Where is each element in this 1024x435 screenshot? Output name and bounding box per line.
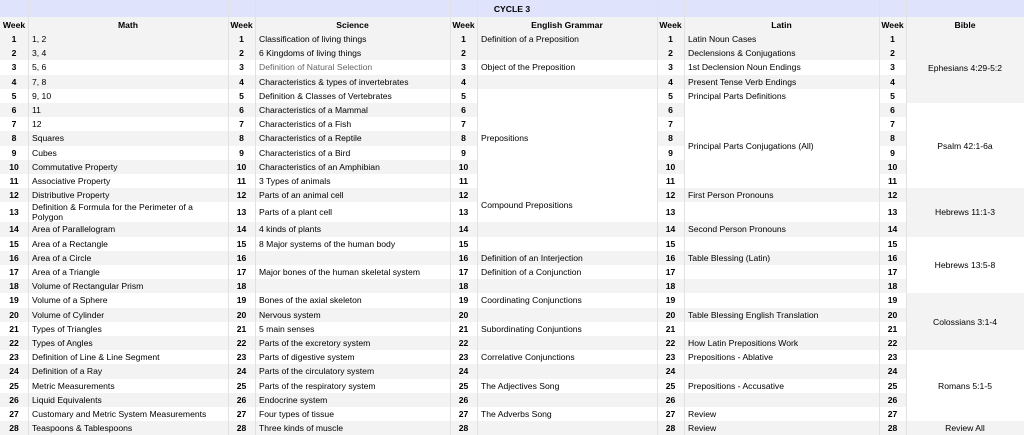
english-grammar-cell[interactable]: Definition of a Conjunction — [481, 267, 582, 278]
week-number[interactable]: 27 — [887, 409, 898, 420]
week-number[interactable]: 7 — [668, 119, 673, 130]
latin-cell[interactable]: Declensions & Conjugations — [688, 48, 796, 59]
bible-cell[interactable]: Review All — [945, 423, 985, 434]
week-number[interactable]: 15 — [887, 238, 898, 249]
week-number[interactable]: 19 — [236, 295, 247, 306]
week-number[interactable]: 20 — [458, 309, 469, 320]
english-grammar-cell[interactable]: Definition of a Preposition — [481, 34, 579, 45]
science-cell[interactable]: Characteristics of a Mammal — [259, 105, 368, 116]
math-cell[interactable]: Volume of a Sphere — [32, 295, 108, 306]
week-number[interactable]: 5 — [890, 90, 895, 101]
math-cell[interactable]: 1, 2 — [32, 34, 47, 45]
week-number[interactable]: 28 — [458, 423, 469, 434]
latin-cell[interactable] — [684, 265, 879, 279]
week-number[interactable]: 16 — [9, 252, 19, 263]
latin-cell[interactable] — [684, 322, 879, 336]
week-number[interactable]: 18 — [458, 281, 469, 292]
latin-cell[interactable] — [684, 364, 879, 378]
week-number[interactable]: 17 — [665, 267, 676, 278]
week-number[interactable]: 22 — [236, 338, 247, 349]
week-number[interactable]: 25 — [9, 380, 19, 391]
bible-cell[interactable]: Psalm 42:1-6a — [937, 140, 993, 151]
week-number[interactable]: 2 — [11, 48, 17, 59]
week-number[interactable]: 23 — [9, 352, 19, 363]
science-cell[interactable]: Endocrine system — [259, 394, 328, 405]
week-number[interactable]: 26 — [665, 394, 676, 405]
math-cell[interactable]: Commutative Property — [32, 161, 118, 172]
week-number[interactable]: 12 — [665, 190, 676, 201]
week-number[interactable]: 22 — [887, 338, 898, 349]
column-header[interactable]: Week — [881, 19, 904, 30]
bible-cell[interactable]: Romans 5:1-5 — [938, 380, 992, 391]
science-cell[interactable]: 6 Kingdoms of living things — [259, 48, 362, 59]
week-number[interactable]: 1 — [461, 34, 466, 45]
math-cell[interactable]: Teaspoons & Tablespoons — [32, 423, 133, 434]
week-number[interactable]: 17 — [9, 267, 19, 278]
week-number[interactable]: 8 — [461, 133, 466, 144]
week-number[interactable]: 11 — [236, 176, 247, 187]
bible-cell[interactable]: Hebrews 13:5-8 — [934, 259, 996, 270]
english-grammar-cell[interactable]: Prepositions — [481, 133, 529, 144]
science-cell[interactable]: Characteristics & types of invertebrates — [259, 76, 409, 87]
science-cell[interactable]: Characteristics of a Fish — [259, 119, 352, 130]
week-number[interactable]: 10 — [9, 161, 19, 172]
latin-cell[interactable]: Review — [688, 409, 717, 420]
week-number[interactable]: 22 — [9, 338, 19, 349]
week-number[interactable]: 9 — [668, 147, 673, 158]
latin-cell[interactable]: Principal Parts Definitions — [688, 90, 786, 101]
week-number[interactable]: 6 — [461, 105, 466, 116]
week-number[interactable]: 9 — [890, 147, 895, 158]
math-cell[interactable]: 7, 8 — [32, 76, 47, 87]
science-cell[interactable]: Bones of the axial skeleton — [259, 295, 362, 306]
week-number[interactable]: 12 — [9, 190, 19, 201]
science-cell[interactable] — [255, 251, 450, 265]
science-cell[interactable]: Parts of digestive system — [259, 352, 355, 363]
english-grammar-cell[interactable]: The Adjectives Song — [481, 380, 560, 391]
science-cell[interactable]: 8 Major systems of the human body — [259, 238, 396, 249]
math-cell[interactable]: Area of a Circle — [32, 252, 92, 263]
math-cell[interactable]: Definition & Formula for the Perimeter of a Polygon — [32, 202, 193, 223]
science-cell[interactable]: Classification of living things — [259, 34, 367, 45]
latin-merged-cell[interactable]: Principal Parts Conjugations (All) — [688, 140, 814, 151]
week-number[interactable]: 24 — [9, 366, 19, 377]
week-number[interactable]: 15 — [236, 238, 247, 249]
week-number[interactable]: 9 — [461, 147, 466, 158]
science-cell[interactable]: Parts of the respiratory system — [259, 380, 376, 391]
latin-cell[interactable]: Present Tense Verb Endings — [688, 76, 797, 87]
week-number[interactable]: 11 — [9, 176, 19, 187]
cycle-title[interactable]: CYCLE 3 — [493, 3, 531, 14]
week-number[interactable]: 10 — [458, 161, 469, 172]
latin-cell[interactable]: Table Blessing English Translation — [688, 309, 819, 320]
week-number[interactable]: 13 — [887, 207, 898, 218]
math-cell[interactable]: 3, 4 — [32, 48, 47, 59]
week-number[interactable]: 18 — [236, 281, 247, 292]
week-number[interactable]: 1 — [890, 34, 895, 45]
week-number[interactable]: 20 — [236, 309, 247, 320]
week-number[interactable]: 27 — [236, 409, 247, 420]
week-number[interactable]: 1 — [668, 34, 673, 45]
week-number[interactable]: 19 — [9, 295, 19, 306]
english-grammar-cell[interactable]: The Adverbs Song — [481, 409, 552, 420]
week-number[interactable]: 21 — [458, 323, 469, 334]
column-header[interactable]: Bible — [954, 19, 976, 30]
latin-cell[interactable]: 1st Declension Noun Endings — [688, 62, 801, 73]
week-number[interactable]: 23 — [236, 352, 247, 363]
week-number[interactable]: 24 — [458, 366, 469, 377]
week-number[interactable]: 14 — [665, 224, 676, 235]
week-number[interactable]: 9 — [239, 147, 244, 158]
week-number[interactable]: 6 — [890, 105, 895, 116]
week-number[interactable]: 25 — [665, 380, 676, 391]
week-number[interactable]: 3 — [890, 62, 895, 73]
week-number[interactable]: 24 — [665, 366, 676, 377]
week-number[interactable]: 7 — [239, 119, 244, 130]
math-cell[interactable]: Area of a Rectangle — [32, 238, 108, 249]
science-cell[interactable]: Definition & Classes of Vertebrates — [259, 90, 392, 101]
week-number[interactable]: 18 — [9, 281, 19, 292]
week-number[interactable]: 28 — [9, 423, 19, 434]
latin-cell[interactable]: Second Person Pronouns — [688, 224, 786, 235]
week-number[interactable]: 27 — [9, 409, 19, 420]
week-number[interactable]: 18 — [665, 281, 676, 292]
week-number[interactable]: 24 — [887, 366, 898, 377]
week-number[interactable]: 7 — [890, 119, 895, 130]
column-header[interactable]: Week — [2, 19, 26, 30]
latin-cell[interactable]: Prepositions - Accusative — [688, 380, 785, 391]
week-number[interactable]: 5 — [461, 90, 466, 101]
week-number[interactable]: 14 — [236, 224, 247, 235]
week-number[interactable]: 8 — [668, 133, 673, 144]
week-number[interactable]: 20 — [9, 309, 19, 320]
science-cell[interactable]: Parts of the circulatory system — [259, 366, 375, 377]
math-cell[interactable]: Volume of Cylinder — [32, 309, 105, 320]
week-number[interactable]: 28 — [236, 423, 247, 434]
week-number[interactable]: 26 — [458, 394, 469, 405]
week-number[interactable]: 6 — [668, 105, 673, 116]
week-number[interactable]: 17 — [458, 267, 469, 278]
week-number[interactable]: 13 — [665, 207, 676, 218]
science-cell[interactable]: Definition of Natural Selection — [259, 62, 373, 73]
week-number[interactable]: 15 — [458, 238, 469, 249]
science-cell[interactable]: 3 Types of animals — [259, 176, 331, 187]
week-number[interactable]: 21 — [236, 323, 247, 334]
science-cell[interactable]: Parts of a plant cell — [259, 207, 333, 218]
week-number[interactable]: 23 — [887, 352, 898, 363]
latin-merged-cell[interactable]: Table Blessing (Latin) — [688, 252, 771, 263]
week-number[interactable]: 27 — [665, 409, 676, 420]
week-number[interactable]: 2 — [461, 48, 466, 59]
science-cell[interactable]: 4 kinds of plants — [259, 224, 322, 235]
week-number[interactable]: 10 — [887, 161, 898, 172]
week-number[interactable]: 6 — [11, 105, 17, 116]
science-cell[interactable]: Four types of tissue — [259, 409, 334, 420]
latin-cell[interactable]: How Latin Prepositions Work — [688, 338, 799, 349]
week-number[interactable]: 12 — [887, 190, 898, 201]
column-header[interactable]: Week — [452, 19, 475, 30]
week-number[interactable]: 19 — [665, 295, 676, 306]
english-grammar-cell[interactable]: Subordinating Conjuntions — [481, 323, 582, 334]
week-number[interactable]: 8 — [11, 133, 17, 144]
week-number[interactable]: 21 — [887, 323, 898, 334]
week-number[interactable]: 5 — [11, 90, 17, 101]
science-cell[interactable]: Nervous system — [259, 309, 321, 320]
week-number[interactable]: 24 — [236, 366, 247, 377]
week-number[interactable]: 22 — [458, 338, 469, 349]
week-number[interactable]: 11 — [665, 176, 676, 187]
math-cell[interactable]: Cubes — [32, 147, 57, 158]
week-number[interactable]: 6 — [239, 105, 244, 116]
week-number[interactable]: 23 — [458, 352, 469, 363]
week-number[interactable]: 5 — [668, 90, 673, 101]
english-grammar-cell[interactable]: Coordinating Conjunctions — [481, 295, 582, 306]
science-cell[interactable]: Parts of an animal cell — [259, 190, 344, 201]
week-number[interactable]: 13 — [458, 207, 469, 218]
week-number[interactable]: 13 — [9, 207, 19, 218]
science-cell[interactable]: Characteristics of a Bird — [259, 147, 351, 158]
math-cell[interactable]: 5, 6 — [32, 62, 47, 73]
week-number[interactable]: 17 — [236, 267, 247, 278]
english-grammar-cell[interactable]: Compound Prepositions — [481, 200, 573, 211]
week-number[interactable]: 27 — [458, 409, 469, 420]
week-number[interactable]: 19 — [887, 295, 898, 306]
math-cell[interactable]: Types of Triangles — [32, 323, 102, 334]
week-number[interactable]: 16 — [236, 252, 247, 263]
week-number[interactable]: 21 — [665, 323, 676, 334]
week-number[interactable]: 3 — [461, 62, 466, 73]
week-number[interactable]: 19 — [458, 295, 469, 306]
week-number[interactable]: 13 — [236, 207, 247, 218]
math-cell[interactable]: 11 — [32, 105, 41, 116]
latin-cell[interactable]: Review — [688, 423, 717, 434]
math-cell[interactable]: Area of Parallelogram — [32, 224, 116, 235]
latin-cell[interactable] — [684, 293, 879, 307]
week-number[interactable]: 16 — [458, 252, 469, 263]
week-number[interactable]: 25 — [458, 380, 469, 391]
week-number[interactable]: 2 — [890, 48, 895, 59]
week-number[interactable]: 4 — [239, 76, 244, 87]
week-number[interactable]: 3 — [11, 62, 17, 73]
week-number[interactable]: 16 — [665, 252, 676, 263]
science-cell[interactable]: Three kinds of muscle — [259, 423, 344, 434]
english-grammar-cell[interactable]: Definition of an Interjection — [481, 252, 583, 263]
science-cell[interactable] — [255, 279, 450, 293]
week-number[interactable]: 3 — [239, 62, 244, 73]
latin-cell[interactable]: Latin Noun Cases — [688, 34, 757, 45]
column-header[interactable]: Science — [336, 19, 369, 30]
bible-cell[interactable]: Colossians 3:1-4 — [932, 316, 997, 327]
week-number[interactable]: 8 — [890, 133, 895, 144]
week-number[interactable]: 25 — [887, 380, 898, 391]
math-cell[interactable]: Liquid Equivalents — [32, 394, 102, 405]
week-number[interactable]: 15 — [9, 238, 19, 249]
science-cell[interactable]: Parts of the excretory system — [259, 338, 371, 349]
week-number[interactable]: 11 — [887, 176, 898, 187]
latin-cell[interactable]: Prepositions - Ablative — [688, 352, 774, 363]
math-cell[interactable]: Types of Angles — [32, 338, 93, 349]
week-number[interactable]: 26 — [9, 394, 19, 405]
week-number[interactable]: 26 — [236, 394, 247, 405]
math-cell[interactable]: Associative Property — [32, 176, 111, 187]
math-cell[interactable]: Squares — [32, 133, 65, 144]
latin-cell[interactable] — [684, 393, 879, 407]
science-cell[interactable]: Characteristics of an Amphibian — [259, 161, 380, 172]
week-number[interactable]: 26 — [887, 394, 898, 405]
column-header[interactable]: Week — [230, 19, 253, 30]
week-number[interactable]: 1 — [239, 34, 244, 45]
week-number[interactable]: 16 — [887, 252, 898, 263]
week-number[interactable]: 1 — [11, 34, 17, 45]
column-header[interactable]: Math — [117, 19, 139, 30]
bible-cell[interactable]: Ephesians 4:29-5:2 — [927, 62, 1003, 73]
week-number[interactable]: 11 — [458, 176, 469, 187]
column-header[interactable]: Latin — [771, 19, 792, 30]
week-number[interactable]: 4 — [668, 76, 673, 87]
week-number[interactable]: 28 — [887, 423, 898, 434]
science-cell[interactable]: Major bones of the human skeletal system — [259, 267, 420, 278]
column-header[interactable]: Week — [659, 19, 682, 30]
week-number[interactable]: 22 — [665, 338, 676, 349]
week-number[interactable]: 20 — [887, 309, 898, 320]
column-header[interactable]: English Grammar — [531, 19, 603, 30]
latin-cell[interactable] — [684, 202, 879, 222]
week-number[interactable]: 10 — [236, 161, 247, 172]
bible-cell[interactable]: Hebrews 11:1-3 — [934, 207, 996, 218]
week-number[interactable]: 7 — [11, 119, 17, 130]
week-number[interactable]: 3 — [668, 62, 673, 73]
week-number[interactable]: 23 — [665, 352, 676, 363]
week-number[interactable]: 25 — [236, 380, 247, 391]
week-number[interactable]: 2 — [668, 48, 673, 59]
week-number[interactable]: 14 — [458, 224, 469, 235]
week-number[interactable]: 8 — [239, 133, 244, 144]
science-cell[interactable]: 5 main senses — [259, 323, 315, 334]
science-cell[interactable]: Characteristics of a Reptile — [259, 133, 362, 144]
week-number[interactable]: 10 — [665, 161, 676, 172]
week-number[interactable]: 14 — [9, 224, 19, 235]
week-number[interactable]: 17 — [887, 267, 898, 278]
math-cell[interactable]: Definition of Line & Line Segment — [32, 352, 160, 363]
latin-cell[interactable]: First Person Pronouns — [688, 190, 774, 201]
math-cell[interactable]: Metric Measurements — [32, 380, 115, 391]
math-cell[interactable]: Volume of Rectangular Prism — [32, 281, 144, 292]
math-cell[interactable]: Distributive Property — [32, 190, 110, 201]
latin-cell[interactable] — [684, 279, 879, 293]
week-number[interactable]: 18 — [887, 281, 898, 292]
math-cell[interactable]: Area of a Triangle — [32, 267, 100, 278]
week-number[interactable]: 28 — [665, 423, 676, 434]
math-cell[interactable]: 9, 10 — [32, 90, 52, 101]
week-number[interactable]: 4 — [890, 76, 895, 87]
week-number[interactable]: 20 — [665, 309, 676, 320]
week-number[interactable]: 12 — [236, 190, 247, 201]
week-number[interactable]: 14 — [887, 224, 898, 235]
week-number[interactable]: 12 — [458, 190, 469, 201]
math-cell[interactable]: Definition of a Ray — [32, 366, 103, 377]
latin-cell[interactable] — [684, 237, 879, 251]
week-number[interactable]: 4 — [11, 76, 17, 87]
week-number[interactable]: 5 — [239, 90, 244, 101]
week-number[interactable]: 7 — [461, 119, 466, 130]
math-cell[interactable]: Customary and Metric System Measurements — [32, 409, 207, 420]
week-number[interactable]: 21 — [9, 323, 19, 334]
week-number[interactable]: 15 — [665, 238, 676, 249]
math-cell[interactable]: 12 — [32, 119, 42, 130]
week-number[interactable]: 9 — [11, 147, 17, 158]
week-number[interactable]: 2 — [239, 48, 244, 59]
english-grammar-cell[interactable]: Correlative Conjunctions — [481, 352, 575, 363]
week-number[interactable]: 4 — [461, 76, 466, 87]
english-grammar-cell[interactable]: Object of the Preposition — [481, 62, 576, 73]
